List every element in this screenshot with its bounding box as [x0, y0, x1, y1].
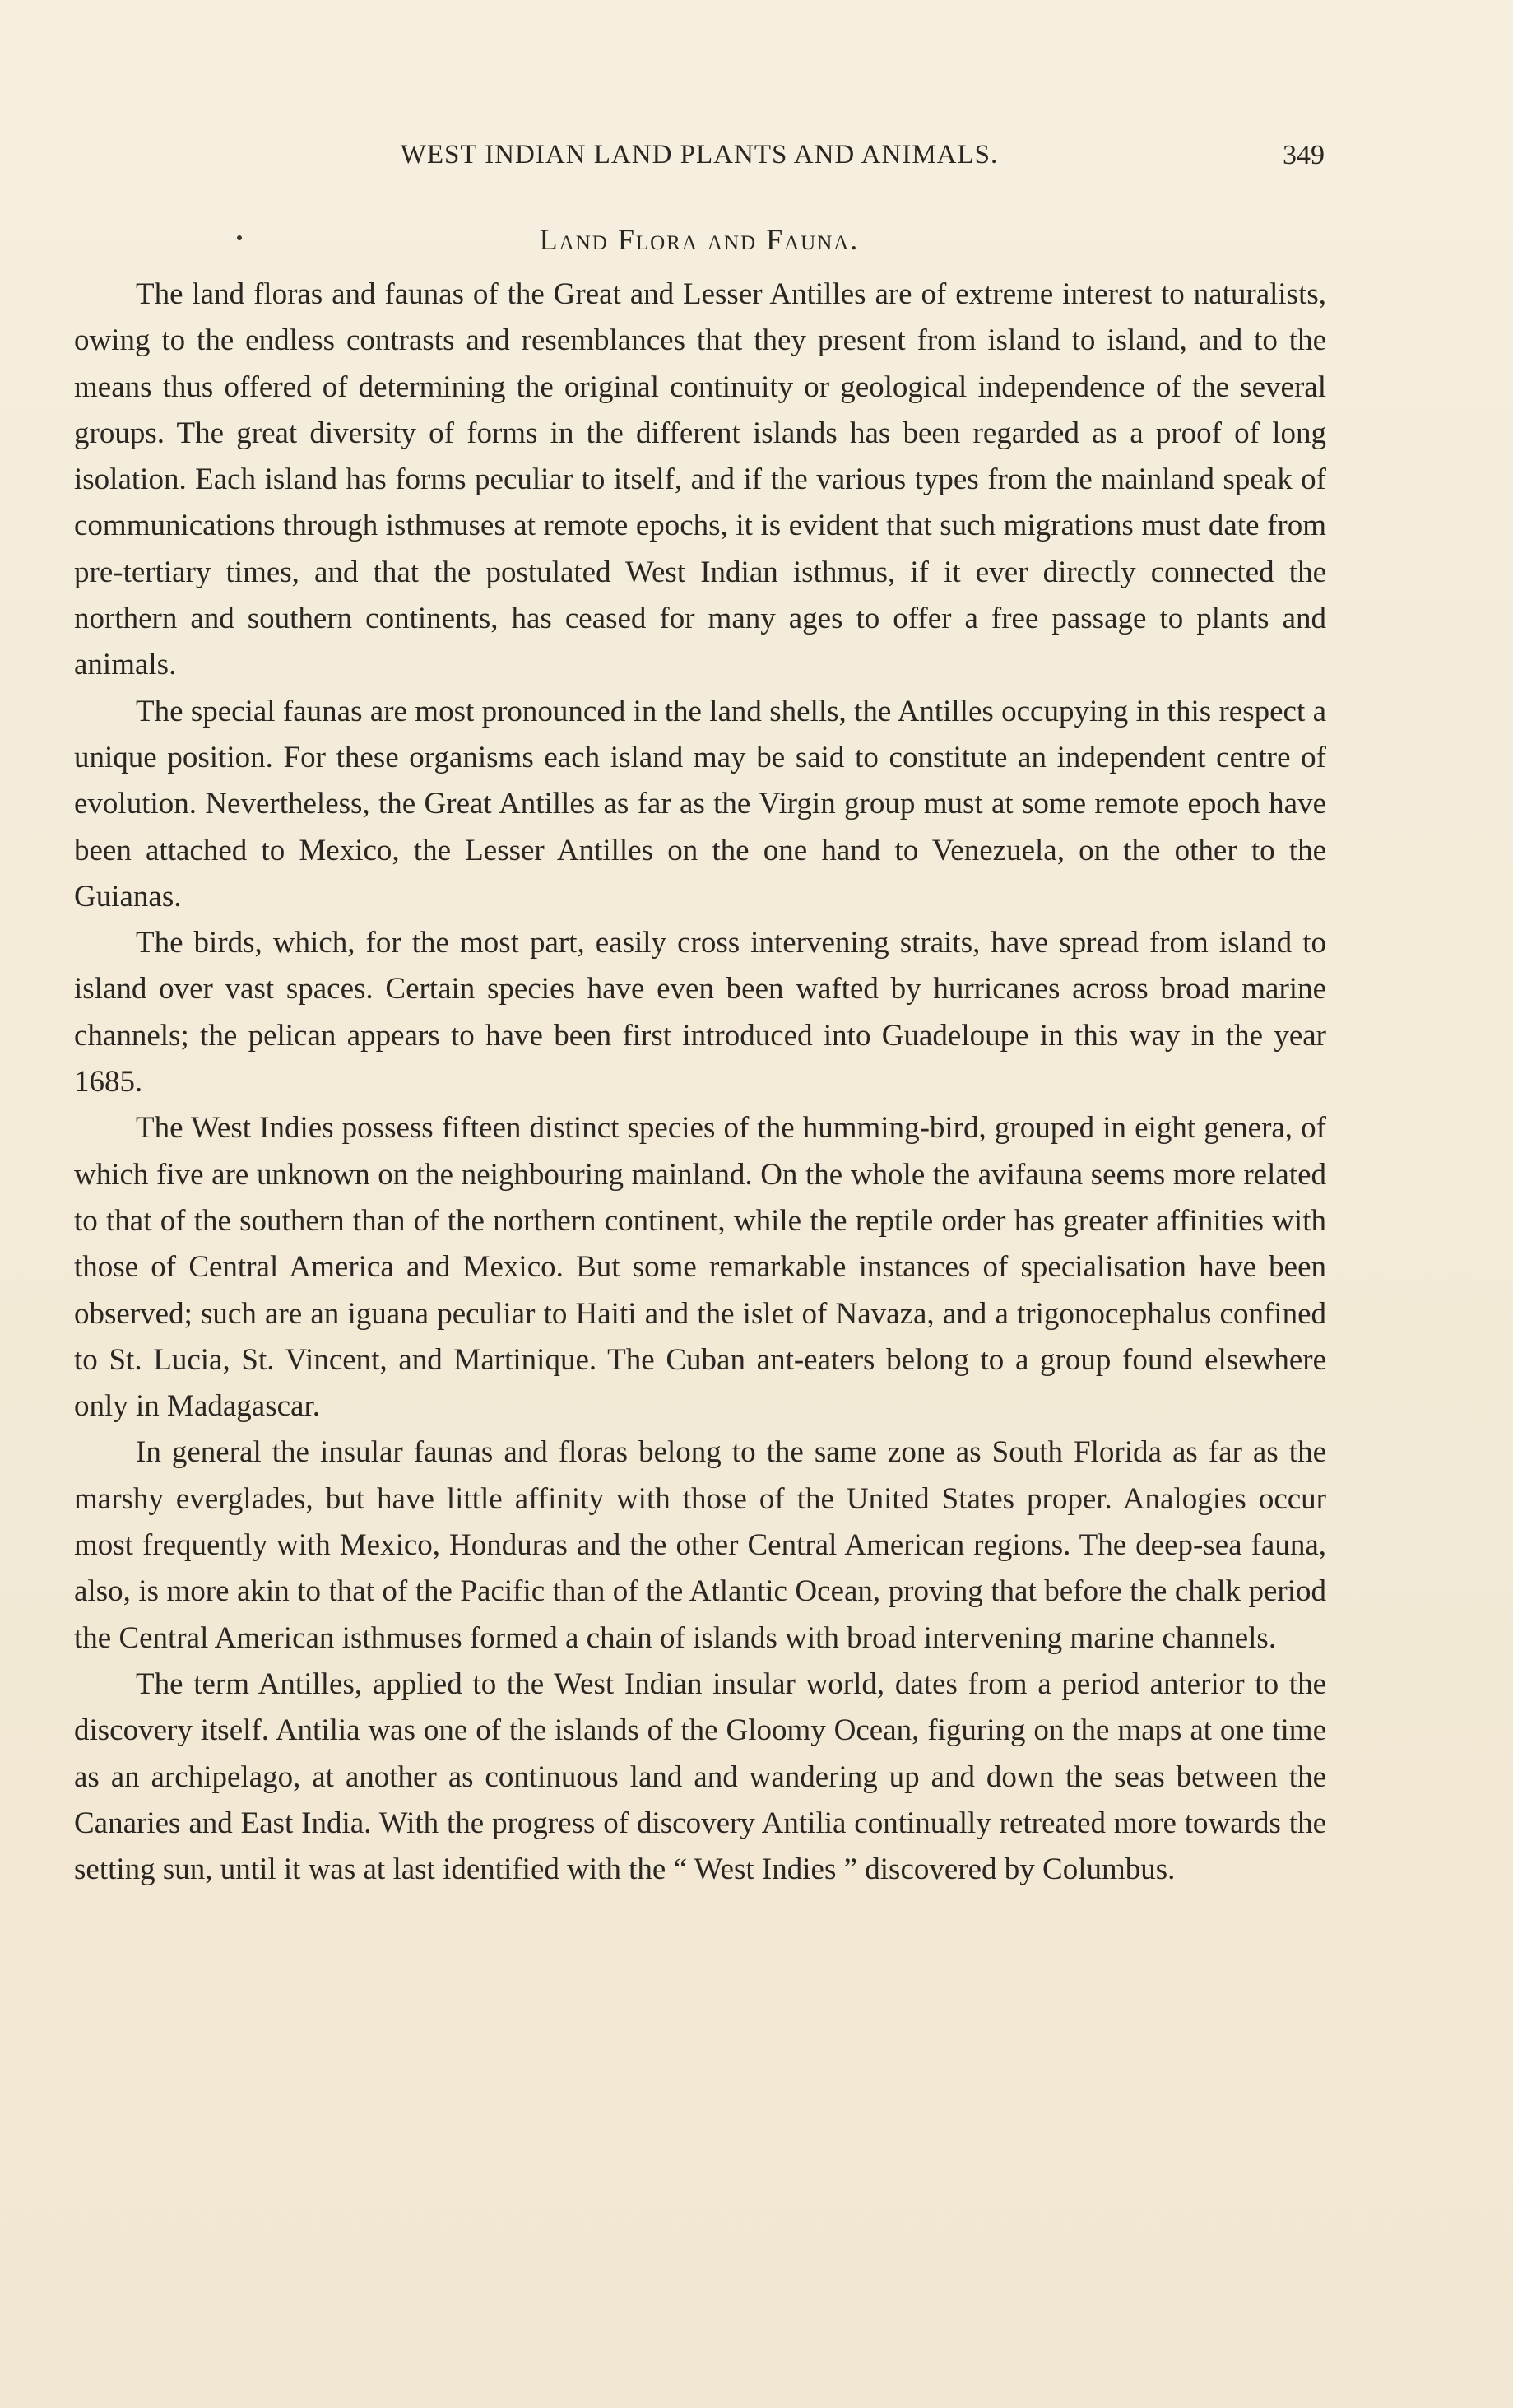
section-heading: Land Flora and Fauna. — [539, 223, 860, 256]
page-number: 349 — [1283, 140, 1325, 170]
paragraph: The West Indies possess fifteen distinct species of the humming-bird, grouped in eight genera, of which five are unknown on the neighbouring mainland. On the whole the avifauna seems more related to that of the southern than of the northern continent, while the reptile order has greater affinities with those of Central America and Mexico. But some remarkable instances of specialisation have been observed; such are an iguana peculiar to Haiti and the islet of Navaza, and a trigonocephalus confined to St. Lucia, St. Vincent, and Martinique. The Cuban ant-eaters belong to a group found elsewhere only in Madagascar. — [74, 1111, 1326, 1424]
paragraph: The land floras and faunas of the Great and Lesser Antilles are of extreme interest to naturalists, owing to the endless contrasts and resemblances that they present from island to island, and to the means thus offered of determining the original continuity or geological independence of the several groups. The great diversity of forms in the different islands has been regarded as a proof of long isolation. Each island has forms peculiar to itself, and if the various types from the mainland speak of communications through isthmuses at remote epochs, it is evident that such migrations must date from pre-tertiary times, and that the postulated West Indian isthmus, if it ever directly connected the northern and southern continents, has ceased for many ages to offer a free passage to plants and animals. — [74, 277, 1326, 682]
paragraph: In general the insular faunas and floras belong to the same zone as South Florida as far as the marshy everglades, but have little affinity with those of the United States proper. Analogies occur most frequently with Mexico, Honduras and the other Central American regions. The deep-sea fauna, also, is more akin to that of the Pacific than of the Atlantic Ocean, proving that before the chalk period the Central American isthmuses formed a chain of islands with broad intervening marine channels. — [74, 1435, 1326, 1655]
paragraph: The term Antilles, applied to the West Indian insular world, dates from a period anterior to the discovery itself. Antilia was one of the islands of the Gloomy Ocean, figuring on the maps at one time as an archipelago, at another as continuous land and wandering up and down the seas between the Canaries and East India. With the progress of discovery Antilia continually retreated more towards the setting sun, until it was at last identified with the “ West Indies ” discovered by Columbus. — [74, 1667, 1326, 1887]
paragraph: The birds, which, for the most part, easily cross intervening straits, have spread from island to island over vast spaces. Certain species have even been wafted by hurricanes across broad marine channels; the pelican appears to have been first introduced into Guadeloupe in this way in the year 1685. — [74, 926, 1326, 1099]
running-head — [74, 140, 1325, 181]
body-text — [74, 272, 1326, 1893]
paragraph: The special faunas are most pronounced in the land shells, the Antilles occupying in this respect a unique position. For these organisms each island may be said to constitute an independent centre of evolution. Nevertheless, the Great Antilles as far as the Virgin group must at some remote epoch have been attached to Mexico, the Lesser Antilles on the one hand to Venezuela, on the other to the Guianas. — [74, 694, 1326, 913]
running-title: WEST INDIAN LAND PLANTS AND ANIMALS. — [400, 140, 999, 170]
